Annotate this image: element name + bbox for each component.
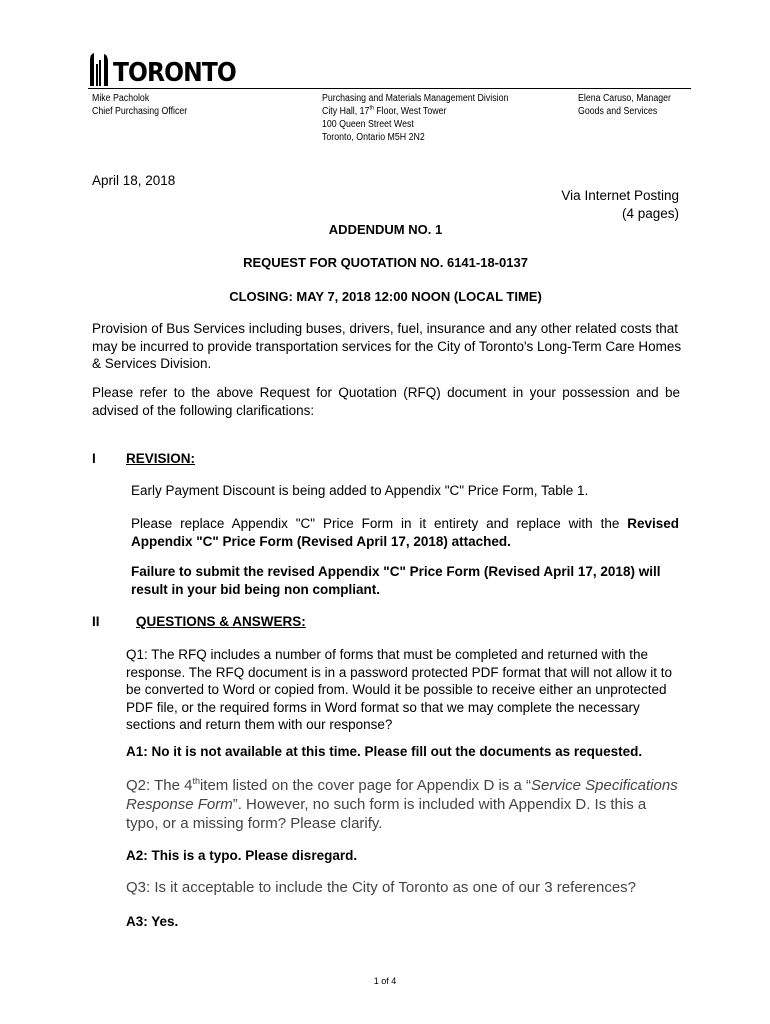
manager-name: Elena Caruso, Manager [578, 93, 671, 104]
section-1-numeral: I [92, 451, 96, 466]
revision-p2: Please replace Appendix "C" Price Form in it entirety and replace with the Revised Appendix "C" Price Form (Revised April 17, 2018) attached. [131, 516, 679, 549]
header-middle [322, 92, 508, 144]
question-3: Q3: Is it acceptable to include the City of Toronto as one of our 3 references? [126, 879, 637, 896]
section-2-heading: QUESTIONS & ANSWERS: [136, 614, 306, 629]
answer-3: A3: Yes. [126, 914, 179, 929]
division-name: Purchasing and Materials Management Division [322, 93, 509, 104]
revision-p3: Failure to submit the revised Appendix "C" Price Form (Revised April 17, 2018) will result in your bid being non compliant. [131, 564, 661, 597]
officer-name: Mike Pacholok [92, 93, 150, 104]
section-2-numeral: II [92, 614, 100, 629]
revision-p1: Early Payment Discount is being added to Appendix "C" Price Form, Table 1. [131, 483, 589, 498]
officer-title: Chief Purchasing Officer [92, 106, 188, 117]
document-date: April 18, 2018 [92, 173, 176, 188]
closing-title: CLOSING: MAY 7, 2018 12:00 NOON (LOCAL TIME) [229, 289, 542, 304]
answer-2: A2: This is a typo. Please disregard. [126, 848, 358, 863]
address-line-3: 100 Queen Street West [322, 119, 414, 130]
address-line-2: City Hall, 17th Floor, West Tower [322, 105, 447, 117]
question-2: Q2: The 4thitem listed on the cover page for Appendix D is a “Service Specifications Response Form”. However, no such form is included with Appendix D. Is this a typo, or a missing form? Please clarify. [126, 776, 678, 832]
intro-paragraph: Provision of Bus Services including buses, drivers, fuel, insurance and any other related costs that may be incurred to provide transportation services for the City of Toronto's Long-Term Care Homes & Services Division. [92, 321, 682, 371]
pages-line: (4 pages) [621, 205, 679, 221]
header-rule [88, 88, 691, 89]
header-right [578, 92, 671, 118]
page-number: 1 of 4 [373, 976, 397, 986]
delivery-note [561, 187, 679, 222]
rfq-title: REQUEST FOR QUOTATION NO. 6141-18-0137 [243, 255, 528, 270]
question-1: Q1: The RFQ includes a number of forms that must be completed and returned with the response. The RFQ document is in a password protected PDF format that will not allow it to be converted to Word or copied from. Would it be possible to receive either an unprotected PDF file, or the required forms in Word format so that we may complete the necessary sections and return them with our response? [126, 647, 672, 732]
logo-text: TORONTO [113, 58, 236, 88]
section-1-heading: REVISION: [126, 451, 196, 466]
header-left [92, 92, 187, 118]
refer-paragraph: Please refer to the above Request for Quotation (RFQ) document in your possession and be advised of the following clarifications: [92, 385, 680, 418]
city-hall-icon [88, 50, 110, 86]
addendum-title: ADDENDUM NO. 1 [328, 222, 443, 237]
manager-dept: Goods and Services [578, 106, 658, 117]
address-line-4: Toronto, Ontario M5H 2N2 [322, 132, 425, 143]
answer-1: A1: No it is not available at this time. Please fill out the documents as requested. [126, 744, 643, 759]
via-line: Via Internet Posting [561, 188, 679, 203]
toronto-logo [88, 46, 250, 86]
